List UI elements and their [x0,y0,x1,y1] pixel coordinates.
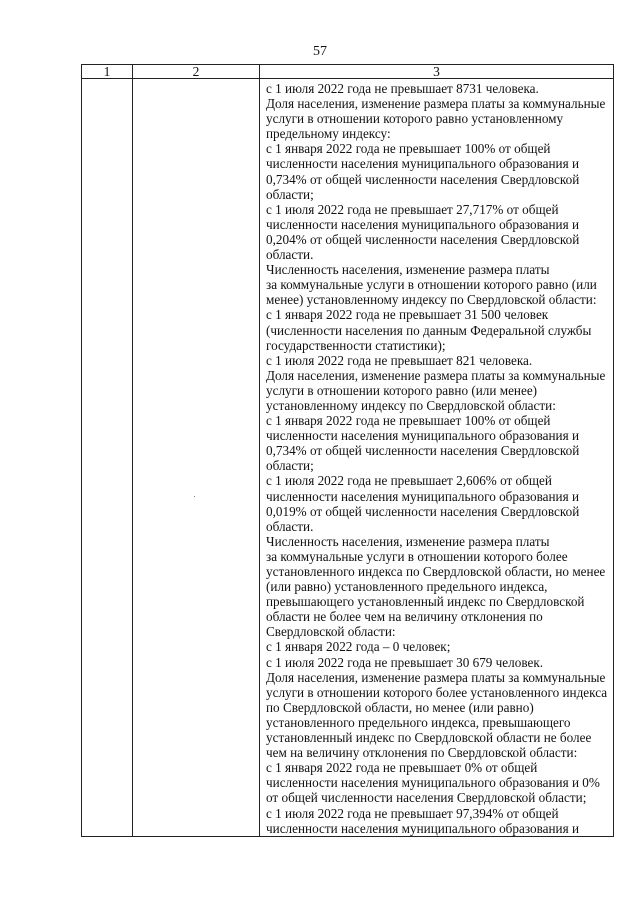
table-header-row [82,65,614,79]
table-row [82,79,614,837]
text-line: услуги в отношении которого равно (или менее) [266,382,538,398]
text-line: с 1 июля 2022 года не превышает 97,394% от общей [266,805,559,821]
text-line: за коммунальные услуги в отношении которого равно (или [266,277,597,293]
text-line: Численность населения, изменение размера платы [266,262,550,278]
text-line: численности населения муниципального образования и [266,428,580,444]
text-line: государственности статистики); [266,337,446,353]
column-3-cell [260,79,614,837]
text-line: Доля населения, изменение размера платы за коммунальные [266,367,606,383]
text-line: услуги в отношении которого более установленного индекса [266,684,608,700]
text-line: превышающего установленный индекс по Свердловской [266,594,585,610]
text-line: с 1 июля 2022 года не превышает 27,717% от общей [266,201,559,217]
text-line: от общей численности населения Свердловской области; [266,790,587,806]
text-line: установленный индекс по Свердловской области не более [266,730,592,746]
column-3-text [260,79,613,836]
column-1-cell [82,79,133,837]
text-line: 0,734% от общей численности населения Свердловской [266,171,580,187]
text-line: области. [266,247,314,263]
column-header-3: 3 [260,65,614,79]
column-header-1: 1 [82,65,133,79]
text-line: с 1 июля 2022 года не превышает 2,606% от общей [266,473,552,489]
text-line: численности населения муниципального образования и [266,820,580,836]
text-line: области не более чем на величину отклонения по [266,609,543,625]
text-line: чем на величину отклонения по Свердловской области: [266,745,578,761]
text-line: (или равно) установленного предельного индекса, [266,579,548,595]
text-line: 0,734% от общей численности населения Свердловской [266,443,580,459]
text-line: 0,019% от общей численности населения Свердловской [266,503,580,519]
text-line: с 1 июля 2022 года не превышает 821 человека. [266,352,533,368]
text-line: по Свердловской области, но менее (или равно) [266,699,534,715]
text-line: установленного индекса по Свердловской области, но менее [266,564,606,579]
text-line: Численность населения, изменение размера платы [266,533,550,549]
text-line: области; [266,458,314,474]
page-number: 57 [313,44,327,59]
text-line: с 1 июля 2022 года не превышает 8731 человека. [266,81,539,96]
text-line: с 1 января 2022 года не превышает 100% от общей [266,141,551,157]
text-line: Доля населения, изменение размера платы за коммунальные [266,96,606,112]
text-line: области; [266,186,314,202]
column-header-2: 2 [133,65,260,79]
text-line: с 1 января 2022 года не превышает 100% от общей [266,413,551,429]
scan-speck [194,496,195,497]
text-line: численности населения муниципального образования и [266,488,580,504]
text-line: численности населения муниципального образования и 0% [266,775,600,791]
text-line: Доля населения, изменение размера платы за коммунальные [266,669,606,685]
text-line: с 1 января 2022 года не превышает 31 500 человек [266,307,549,323]
text-line: (численности населения по данным Федеральной службы [266,322,592,338]
text-line: с 1 января 2022 года – 0 человек; [266,639,451,655]
column-2-cell [133,79,260,837]
text-line: установленному индексу по Свердловской области: [266,397,556,413]
text-line: численности населения муниципального образования и [266,216,580,232]
text-line: услуги в отношении которого равно установленному [266,111,564,127]
text-line: области. [266,518,314,534]
text-line: численности населения муниципального образования и [266,156,580,172]
document-table [81,64,614,837]
text-line: с 1 января 2022 года не превышает 0% от общей [266,760,538,776]
text-line: менее) установленному индексу по Свердловской области: [266,292,597,308]
text-line: 0,204% от общей численности населения Свердловской [266,231,580,247]
text-line: за коммунальные услуги в отношении которого более [266,548,568,564]
text-line: предельному индексу: [266,126,391,142]
text-line: установленного предельного индекса, превышающего [266,714,571,730]
text-line: Свердловской области: [266,624,396,640]
text-line: с 1 июля 2022 года не превышает 30 679 человек. [266,654,544,670]
